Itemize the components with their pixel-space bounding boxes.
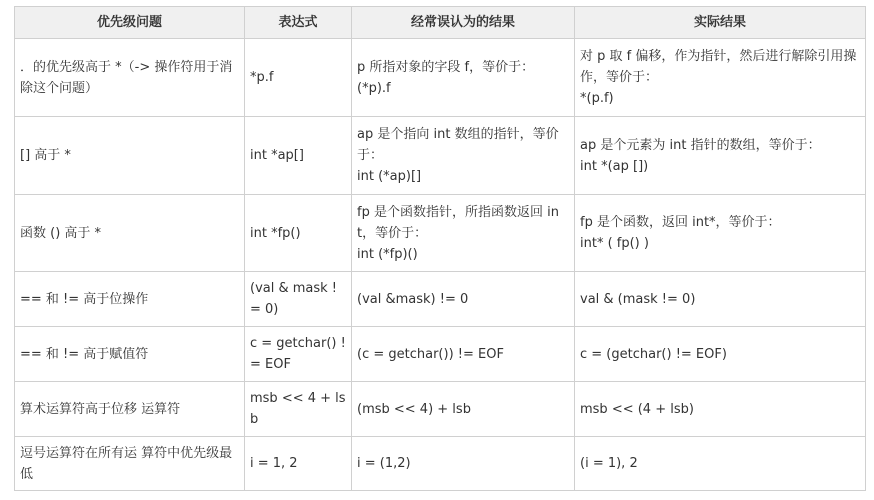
table-row [15,39,866,117]
header-cell: 优先级问题 [15,7,245,39]
table-cell: msb << 4 + lsb [245,382,352,437]
table-cell: (val &mask) != 0 [352,272,575,327]
table-cell: [] 高于 * [15,117,245,195]
table-cell: *p.f [245,39,352,117]
table-cell: c = getchar() != EOF [245,327,352,382]
table-row [15,195,866,272]
table-cell: 逗号运算符在所有运 算符中优先级最低 [15,437,245,491]
table-row [15,437,866,491]
table-cell: ap 是个元素为 int 指针的数组，等价于： int *(ap []) [575,117,866,195]
table-cell: 算术运算符高于位移 运算符 [15,382,245,437]
table-cell: msb << (4 + lsb) [575,382,866,437]
table-cell: i = (1,2) [352,437,575,491]
table-cell: == 和 != 高于赋值符 [15,327,245,382]
table-cell: val & (mask != 0) [575,272,866,327]
table-cell: fp 是个函数，返回 int*，等价于： int* ( fp() ) [575,195,866,272]
table-cell: int *ap[] [245,117,352,195]
table-cell: (i = 1), 2 [575,437,866,491]
table-cell: c = (getchar() != EOF) [575,327,866,382]
table-cell: (c = getchar()) != EOF [352,327,575,382]
table-cell: (msb << 4) + lsb [352,382,575,437]
table-row [15,327,866,382]
table-cell: ．的优先级高于 *（-> 操作符用于消除这个问题） [15,39,245,117]
table-cell: (val & mask != 0) [245,272,352,327]
table-row [15,382,866,437]
header-cell: 实际结果 [575,7,866,39]
header-row [15,7,866,39]
table-row [15,117,866,195]
table-cell: == 和 != 高于位操作 [15,272,245,327]
table-cell: int *fp() [245,195,352,272]
header-cell: 表达式 [245,7,352,39]
table-cell: i = 1, 2 [245,437,352,491]
table-cell: ap 是个指向 int 数组的指针，等价于： int (*ap)[] [352,117,575,195]
table-cell: p 所指对象的字段 f，等价于： (*p).f [352,39,575,117]
table-cell: 函数 () 高于 * [15,195,245,272]
precedence-table [14,6,866,491]
table-row [15,272,866,327]
table-cell: fp 是个函数指针，所指函数返回 int，等价于： int (*fp)() [352,195,575,272]
table-cell: 对 p 取 f 偏移，作为指针，然后进行解除引用操作，等价于： *(p.f) [575,39,866,117]
header-cell: 经常误认为的结果 [352,7,575,39]
